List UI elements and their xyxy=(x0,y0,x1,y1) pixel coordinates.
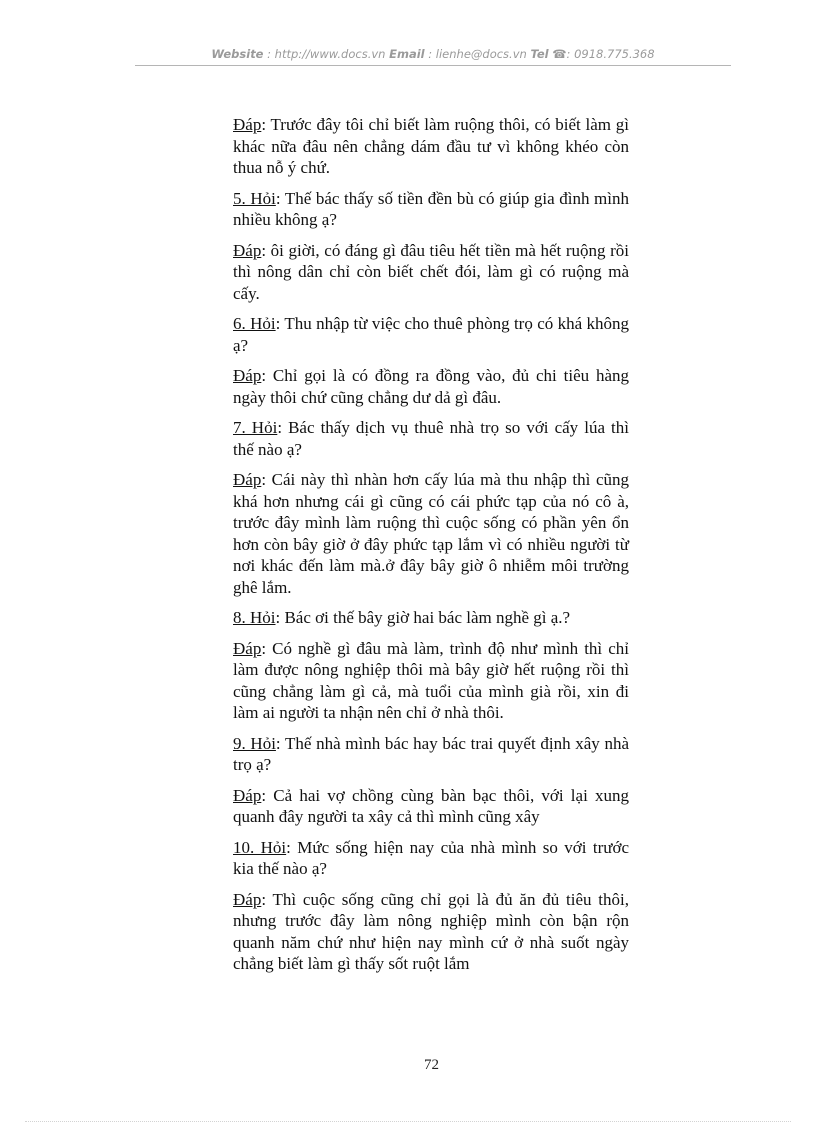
paragraph xyxy=(233,114,629,179)
paragraph-label: Đáp xyxy=(233,638,262,658)
interview-body xyxy=(233,114,629,984)
paragraph xyxy=(233,417,629,460)
paragraph-label: Đáp xyxy=(233,115,262,134)
paragraph-label: Đáp xyxy=(233,470,262,489)
paragraph-label: Đáp xyxy=(233,240,262,260)
header-divider xyxy=(135,65,731,66)
paragraph-label: Đáp xyxy=(233,366,262,385)
paragraph xyxy=(233,837,629,880)
paragraph xyxy=(233,607,629,629)
paragraph-text: : Trước đây tôi chỉ biết làm ruộng thôi, có biết làm gì khác nữa đâu nên chẳng dám đầu tư vì không khéo còn thua nỗ ý chứ. xyxy=(233,115,629,177)
paragraph xyxy=(233,889,629,975)
paragraph-text: : Có nghề gì đâu mà làm, trình độ như mình thì chỉ làm được nông nghiệp thôi mà bây giờ hết ruộng rồi thì cũng chẳng làm gì cả, mà tuổi của mình già rồi, xin đi làm ai người ta nhận nên chỉ ở nhà thôi. xyxy=(233,638,629,722)
page-number: 72 xyxy=(424,1057,439,1073)
paragraph xyxy=(233,188,629,231)
paragraph-text: : Cái này thì nhàn hơn cấy lúa mà thu nhập thì cũng khá hơn nhưng cái gì cũng có cái phức tạp của nó cô à, trước đây mình làm ruộng thì cuộc sống có phần yên ổn hơn còn bây giờ ở đây phức tạp lắm vì có nhiều người từ nơi khác đến làm mà.ở đây bây giờ ô nhiễm môi trường ghê lắm. xyxy=(233,470,629,597)
paragraph-text: : Thế nhà mình bác hay bác trai quyết định xây nhà trọ ạ? xyxy=(233,733,629,774)
paragraph-label: 9. Hỏi xyxy=(233,733,276,753)
paragraph-label: 6. Hỏi xyxy=(233,314,276,333)
paragraph xyxy=(233,469,629,598)
paragraph xyxy=(233,313,629,356)
paragraph-text: : Thu nhập từ việc cho thuê phòng trọ có khá không ạ? xyxy=(233,314,630,355)
tel-value: ☎: 0918.775.368 xyxy=(552,47,655,61)
paragraph-text: : Cả hai vợ chồng cùng bàn bạc thôi, với lại xung quanh đây người ta xây cả thì mình cũng xây xyxy=(233,785,629,826)
website-value: : http://www.docs.vn xyxy=(267,47,386,61)
paragraph xyxy=(233,240,629,305)
paragraph xyxy=(233,365,629,408)
paragraph-label: Đáp xyxy=(233,785,262,805)
page-bottom-border xyxy=(25,1121,791,1122)
email-label: Email xyxy=(389,47,425,61)
paragraph xyxy=(233,733,629,776)
paragraph-text: : Chỉ gọi là có đồng ra đồng vào, đủ chi tiêu hàng ngày thôi chứ cũng chẳng dư dả gì đâu. xyxy=(233,366,629,407)
paragraph-text: : Mức sống hiện nay của nhà mình so với trước kia thế nào ạ? xyxy=(233,837,630,878)
page-header xyxy=(135,47,731,61)
paragraph-label: 10. Hỏi xyxy=(233,837,287,857)
paragraph-text: : Bác ơi thế bây giờ hai bác làm nghề gì ạ.? xyxy=(275,608,571,627)
paragraph-text: : ôi giời, có đáng gì đâu tiêu hết tiền mà hết ruộng rồi thì nông dân chỉ còn biết chết đói, làm gì có ruộng mà cấy. xyxy=(233,240,629,303)
paragraph xyxy=(233,638,629,724)
email-value: : lienhe@docs.vn xyxy=(428,47,527,61)
paragraph-label: 8. Hỏi xyxy=(233,608,276,627)
website-label: Website xyxy=(211,47,264,61)
paragraph-text: : Thế bác thấy số tiền đền bù có giúp gia đình mình nhiều không ạ? xyxy=(233,188,629,229)
tel-label: Tel xyxy=(530,47,549,61)
paragraph-label: 7. Hỏi xyxy=(233,418,278,437)
paragraph-label: 5. Hỏi xyxy=(233,188,276,208)
paragraph-text: : Thì cuộc sống cũng chỉ gọi là đủ ăn đủ tiêu thôi, nhưng trước đây làm nông nghiệp mình còn bận rộn quanh năm chứ như hiện nay mình cứ ở nhà suốt ngày chẳng biết làm gì thấy sốt ruột lắm xyxy=(233,889,629,973)
paragraph-label: Đáp xyxy=(233,889,262,909)
paragraph xyxy=(233,785,629,828)
paragraph-text: : Bác thấy dịch vụ thuê nhà trọ so với cấy lúa thì thế nào ạ? xyxy=(233,418,629,459)
